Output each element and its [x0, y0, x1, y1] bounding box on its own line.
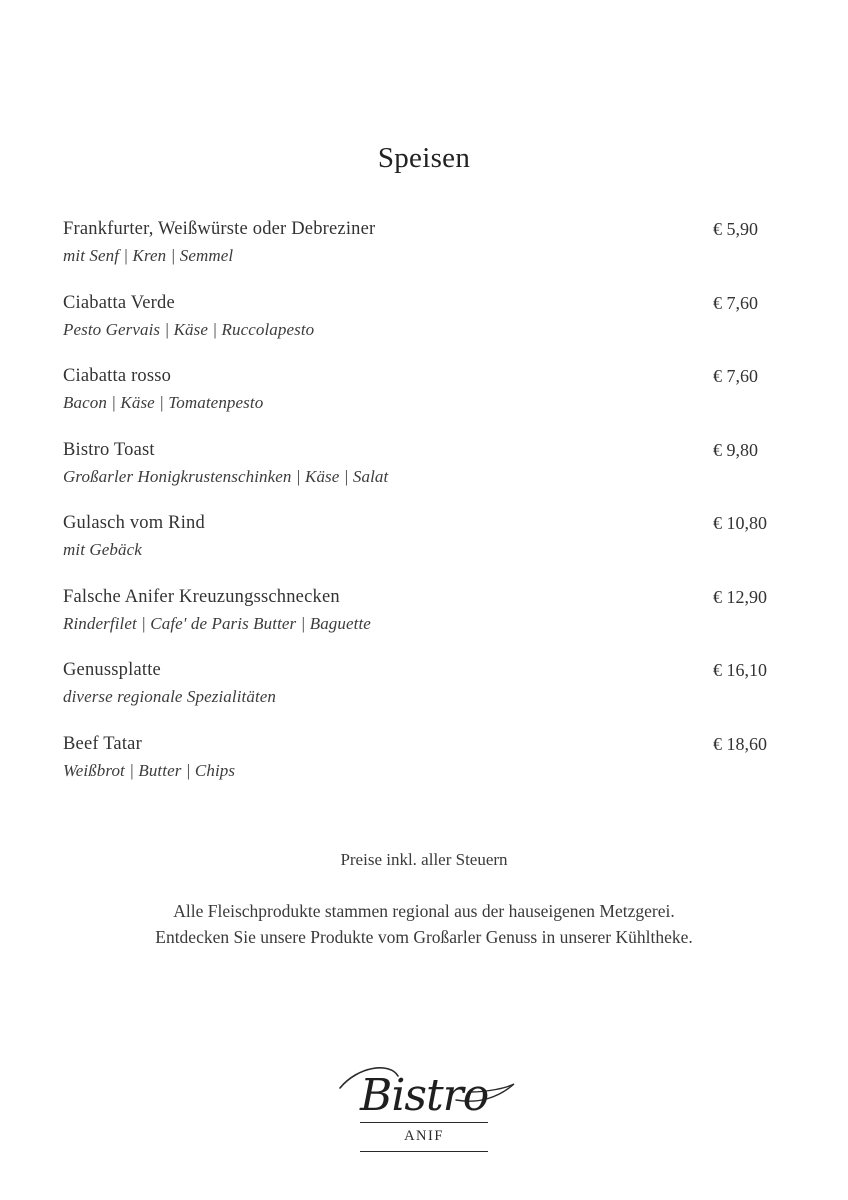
menu-item-name: Falsche Anifer Kreuzungsschnecken [63, 586, 340, 607]
menu-item-name: Bistro Toast [63, 439, 155, 460]
menu-list [63, 216, 783, 804]
menu-item-price: € 7,60 [713, 366, 758, 386]
menu-item-price: € 5,90 [713, 219, 758, 239]
logo-divider-top [360, 1122, 488, 1123]
logo-subtitle: ANIF [404, 1128, 444, 1144]
menu-item [63, 731, 783, 805]
menu-item-description: Bacon | Käse | Tomatenpesto [63, 393, 264, 412]
menu-item-description: Rinderfilet | Cafe' de Paris Butter | Baguette [63, 613, 371, 633]
tax-note: Preise inkl. aller Steuern [340, 850, 508, 869]
info-note-line: Entdecken Sie unsere Produkte vom Großarler Genuss in unserer Kühltheke. [155, 927, 693, 947]
menu-item [63, 363, 783, 437]
menu-item-description: Pesto Gervais | Käse | Ruccolapesto [63, 319, 315, 339]
bistro-logo [338, 1058, 518, 1158]
menu-item [63, 437, 783, 511]
svg-text:Bistro: Bistro [360, 1070, 489, 1121]
menu-item-price: € 12,90 [713, 586, 767, 607]
menu-item-price: € 10,80 [713, 513, 767, 533]
menu-item-description: mit Gebäck [63, 540, 142, 559]
menu-item [63, 216, 783, 290]
menu-item-description: mit Senf | Kren | Semmel [63, 246, 234, 265]
info-note [0, 898, 848, 950]
menu-item [63, 510, 783, 584]
menu-item-name: Genussplatte [63, 660, 161, 680]
bistro-script-logo-graphic [338, 1058, 518, 1122]
menu-item-description: Großarler Honigkrustenschinken | Käse | Salat [63, 466, 389, 486]
menu-item-name: Ciabatta rosso [63, 366, 172, 386]
menu-item [63, 290, 783, 364]
menu-item-price: € 18,60 [713, 733, 767, 754]
menu-item [63, 584, 783, 658]
menu-item-price: € 16,10 [713, 660, 767, 680]
menu-item [63, 657, 783, 731]
page-title: Speisen [377, 142, 471, 174]
menu-item-price: € 7,60 [713, 292, 758, 313]
logo-divider-bottom [360, 1151, 488, 1152]
menu-item-name: Gulasch vom Rind [63, 513, 205, 533]
menu-item-description: diverse regionale Spezialitäten [63, 687, 277, 706]
menu-item-name: Beef Tatar [63, 733, 142, 754]
menu-item-price: € 9,80 [713, 439, 758, 460]
menu-item-name: Ciabatta Verde [63, 292, 175, 313]
info-note-line: Alle Fleischprodukte stammen regional aus der hauseigenen Metzgerei. [173, 901, 675, 921]
menu-item-name: Frankfurter, Weißwürste oder Debreziner [63, 219, 376, 239]
menu-item-description: Weißbrot | Butter | Chips [63, 760, 236, 780]
